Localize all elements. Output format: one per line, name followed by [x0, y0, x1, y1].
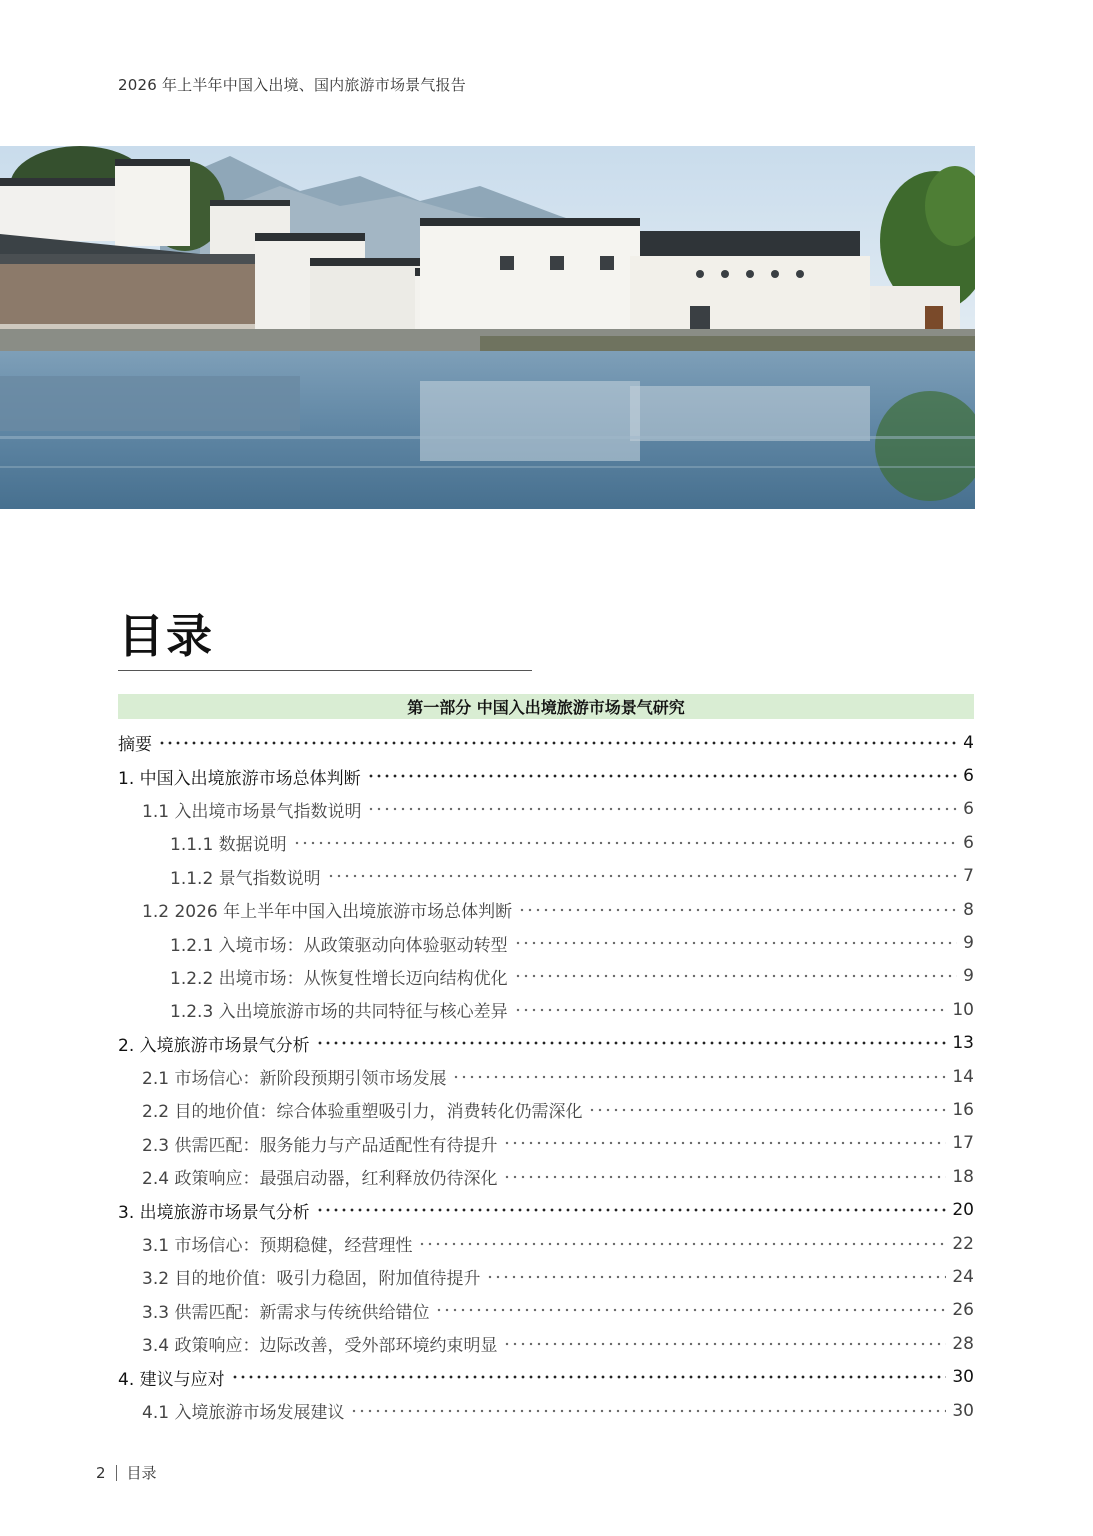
report-title: 2026 年上半年中国入出境、国内旅游市场景气报告: [118, 76, 466, 94]
toc-entry-page: 26: [952, 1300, 974, 1321]
toc-entry[interactable]: [118, 1227, 974, 1260]
toc-entry[interactable]: [118, 1127, 974, 1160]
toc-leader-dots: [418, 1239, 946, 1249]
toc-entry-page: 17: [952, 1133, 974, 1154]
toc-entry-title: 2.2 目的地价值：综合体验重塑吸引力，消费转化仍需深化: [142, 1102, 583, 1123]
toc-entry-page: 7: [963, 866, 974, 887]
toc-entry-page: 9: [963, 966, 974, 987]
toc-entry-title: 2.4 政策响应：最强启动器，红利释放仍待深化: [142, 1169, 498, 1190]
toc-heading: 目录: [118, 609, 214, 663]
toc-entry-title: 1.2 2026 年上半年中国入出境旅游市场总体判断: [142, 902, 513, 923]
toc-entry[interactable]: [118, 993, 974, 1026]
toc-entry-page: 9: [963, 933, 974, 954]
toc-leader-dots: [514, 1005, 947, 1015]
toc-entry-page: 30: [952, 1367, 974, 1388]
toc-entry[interactable]: [118, 759, 974, 792]
toc-entry[interactable]: [118, 1394, 974, 1427]
toc-entry-title: 摘要: [118, 735, 152, 756]
toc-leader-dots: [452, 1072, 946, 1082]
toc-entry-title: 3.1 市场信心：预期稳健，经营理性: [142, 1236, 413, 1257]
toc-entry[interactable]: [118, 1160, 974, 1193]
heading-divider: [118, 670, 532, 671]
toc-entry[interactable]: [118, 926, 974, 959]
toc-entry-title: 1.1.2 景气指数说明: [170, 868, 321, 889]
footer-section-label: 目录: [126, 1464, 157, 1482]
toc-entry-title: 1. 中国入出境旅游市场总体判断: [118, 768, 361, 789]
toc-entry-page: 4: [963, 732, 974, 753]
toc-entry[interactable]: [118, 1193, 974, 1226]
toc-leader-dots: [316, 1038, 947, 1048]
toc-entry-title: 3.4 政策响应：边际改善，受外部环境约束明显: [142, 1336, 498, 1357]
toc-entry-page: 6: [963, 799, 974, 820]
footer-separator: [116, 1465, 117, 1481]
part-one-title: 第一部分 中国入出境旅游市场景气研究: [407, 698, 685, 717]
toc-entry-page: 6: [963, 766, 974, 787]
toc-entry-page: 8: [963, 899, 974, 920]
toc-entry-title: 2.1 市场信心：新阶段预期引领市场发展: [142, 1069, 447, 1090]
part-one-banner: [118, 694, 974, 719]
page-footer: [96, 1462, 157, 1483]
toc-entry[interactable]: [118, 1360, 974, 1393]
toc-entry-page: 28: [952, 1333, 974, 1354]
toc-entry[interactable]: [118, 960, 974, 993]
toc-entry-title: 2.3 供需匹配：服务能力与产品适配性有待提升: [142, 1135, 498, 1156]
toc-entry-title: 3. 出境旅游市场景气分析: [118, 1202, 310, 1223]
toc-leader-dots: [503, 1172, 946, 1182]
toc-entry[interactable]: [118, 1294, 974, 1327]
toc-leader-dots: [514, 938, 958, 948]
toc-leader-dots: [514, 971, 958, 981]
toc-entry-title: 2. 入境旅游市场景气分析: [118, 1035, 310, 1056]
toc-entry-title: 4. 建议与应对: [118, 1369, 225, 1390]
toc-leader-dots: [316, 1205, 947, 1215]
toc-leader-dots: [293, 838, 958, 848]
toc-entry-page: 24: [952, 1266, 974, 1287]
toc-entry-page: 13: [952, 1033, 974, 1054]
toc-leader-dots: [367, 804, 957, 814]
toc-leader-dots: [158, 738, 957, 748]
toc-leader-dots: [588, 1105, 946, 1115]
toc-entry-page: 30: [952, 1400, 974, 1421]
toc-entry-page: 22: [952, 1233, 974, 1254]
toc-entry[interactable]: [118, 1027, 974, 1060]
toc-entry[interactable]: [118, 826, 974, 859]
toc-entry-title: 4.1 入境旅游市场发展建议: [142, 1403, 345, 1423]
toc-entry-title: 1.2.1 入境市场：从政策驱动向体验驱动转型: [170, 935, 508, 956]
toc-entry-page: 14: [952, 1066, 974, 1087]
footer-page-number: 2: [96, 1463, 106, 1482]
toc-entry[interactable]: [118, 1060, 974, 1093]
toc-entry-page: 10: [952, 999, 974, 1020]
toc-entry-title: 1.2.2 出境市场：从恢复性增长迈向结构优化: [170, 968, 508, 989]
toc-entry[interactable]: [118, 1327, 974, 1360]
toc-entry[interactable]: [118, 726, 974, 759]
toc-entry[interactable]: [118, 893, 974, 926]
toc-entry-title: 3.3 供需匹配：新需求与传统供给错位: [142, 1302, 430, 1323]
toc-list: [118, 726, 974, 1427]
toc-entry-title: 1.1.1 数据说明: [170, 835, 287, 856]
toc-entry-title: 1.1 入出境市场景气指数说明: [142, 801, 362, 822]
toc-entry-page: 20: [952, 1200, 974, 1221]
toc-leader-dots: [231, 1372, 947, 1382]
toc-entry-page: 18: [952, 1166, 974, 1187]
toc-entry[interactable]: [118, 793, 974, 826]
toc-leader-dots: [367, 771, 958, 781]
cover-photo-ancient-village: [0, 146, 975, 509]
toc-entry[interactable]: [118, 860, 974, 893]
toc-leader-dots: [503, 1138, 946, 1148]
toc-entry-page: 6: [963, 832, 974, 853]
toc-leader-dots: [327, 871, 958, 881]
toc-entry-title: 3.2 目的地价值：吸引力稳固，附加值待提升: [142, 1269, 481, 1290]
toc-leader-dots: [503, 1339, 946, 1349]
toc-entry[interactable]: [118, 1260, 974, 1293]
toc-leader-dots: [518, 905, 957, 915]
toc-entry-title: 1.2.3 入出境旅游市场的共同特征与核心差异: [170, 1002, 508, 1023]
toc-leader-dots: [435, 1305, 946, 1315]
toc-entry-page: 16: [952, 1099, 974, 1120]
toc-leader-dots: [486, 1272, 946, 1282]
toc-leader-dots: [350, 1406, 946, 1416]
toc-entry[interactable]: [118, 1093, 974, 1126]
